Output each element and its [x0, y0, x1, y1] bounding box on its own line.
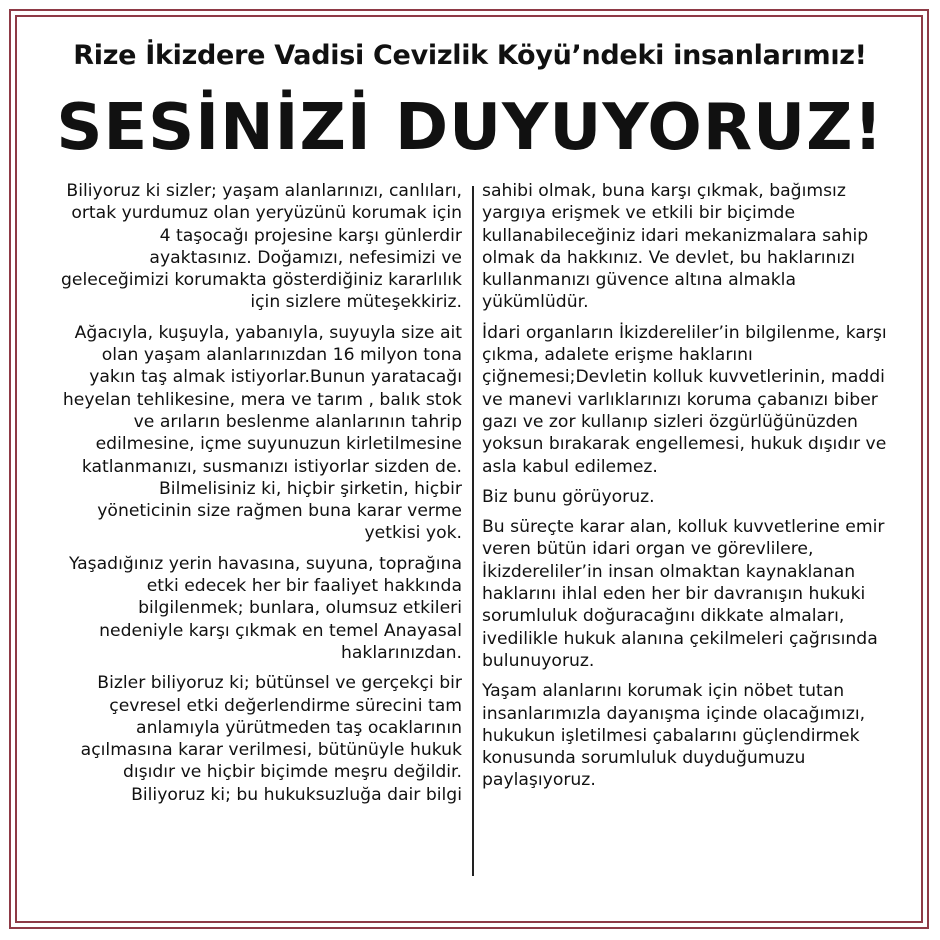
left-column	[60, 180, 462, 814]
paragraph: Yaşadığınız yerin havasına, suyuna, toprağına etki edecek her bir faaliyet hakkında bilgilenmek; bunlara, olumsuz etkileri nedeniyle karşı çıkmak en temel Anayasal haklarınızdan.	[69, 553, 462, 663]
paragraph: Bu süreçte karar alan, kolluk kuvvetlerine emir veren bütün idari organ ve görevlilere, İkizdereliler’in insan olmaktan kaynaklanan haklarını ihlal eden her bir davranışın hukuki sorumluluk doğuracağını dikkate almaları, ivedilikle hukuk alanına çekilmeleri çağrısında bulunuyoruz.	[482, 517, 885, 671]
right-column	[482, 180, 894, 800]
paragraph: Ağacıyla, kuşuyla, yabanıyla, suyuyla size ait olan yaşam alanlarınızdan 16 milyon tona yakın taş almak istiyorlar.Bunun yaratacağı heyelan tehlikesine, mera ve tarım , balık stok ve arıların beslenme alanlarının tahrip edilmesine, içme suyunuzun kirletilmesine katlanmanızı, susmanızı istiyorlar sizden de. Bilmelisiniz ki, hiçbir şirketin, hiçbir yöneticinin size rağmen buna karar verme yetkisi yok.	[62, 322, 462, 544]
paragraph: sahibi olmak, buna karşı çıkmak, bağımsız yargıya erişmek ve etkili bir biçimde kullanabileceğiniz idari mekanizmalara sahip olmak da hakkınız. Ve devlet, bu haklarınızı kullanmanızı güvence altına almakla yükümlüdür.	[482, 181, 869, 313]
subtitle: Rize İkizdere Vadisi Cevizlik Köyü’ndeki insanlarımız!	[73, 40, 867, 71]
column-divider	[472, 186, 474, 876]
paragraph: Bizler biliyoruz ki; bütünsel ve gerçekçi bir çevresel etki değerlendirme sürecini tam anlamıyla yürütmeden taş ocaklarının açılmasına karar verilmesi, bütünüyle hukuk dışıdır ve hiçbir biçimde meşru değildir. Biliyoruz ki; bu hukuksuzluğa dair bilgi	[80, 673, 462, 805]
paragraph: İdari organların İkizdereliler’in bilgilenme, karşı çıkma, adalete erişme haklarını çiğnemesi;Devletin kolluk kuvvetlerinin, maddi ve manevi varlıklarınızı koruma çabanızı biber gazı ve zor kullanıp sizleri özgürlüğünüzden yoksun bırakarak engellemesi, hukuk dışıdır ve asla kabul edilemez.	[482, 322, 887, 477]
paragraph: Yaşam alanlarını korumak için nöbet tutan insanlarımızla dayanışma içinde olacağımızı, hukukun işletilmesi çabalarını güçlendirmek konusunda sorumluluk duyduğumuzu paylaşıyoruz.	[482, 681, 866, 791]
page-title: SESİNİZİ DUYUYORUZ!	[56, 91, 884, 165]
paragraph: Biz bunu görüyoruz.	[482, 486, 655, 507]
paragraph: Biliyoruz ki sizler; yaşam alanlarınızı, canlıları, ortak yurdumuz olan yeryüzünü korumak için 4 taşocağı projesine karşı günlerdir ayaktasınız. Doğamızı, nefesimizi ve geleceğimizi korumakta gösterdiğiniz kararlılık için sizlere müteşekkiriz.	[61, 181, 462, 313]
